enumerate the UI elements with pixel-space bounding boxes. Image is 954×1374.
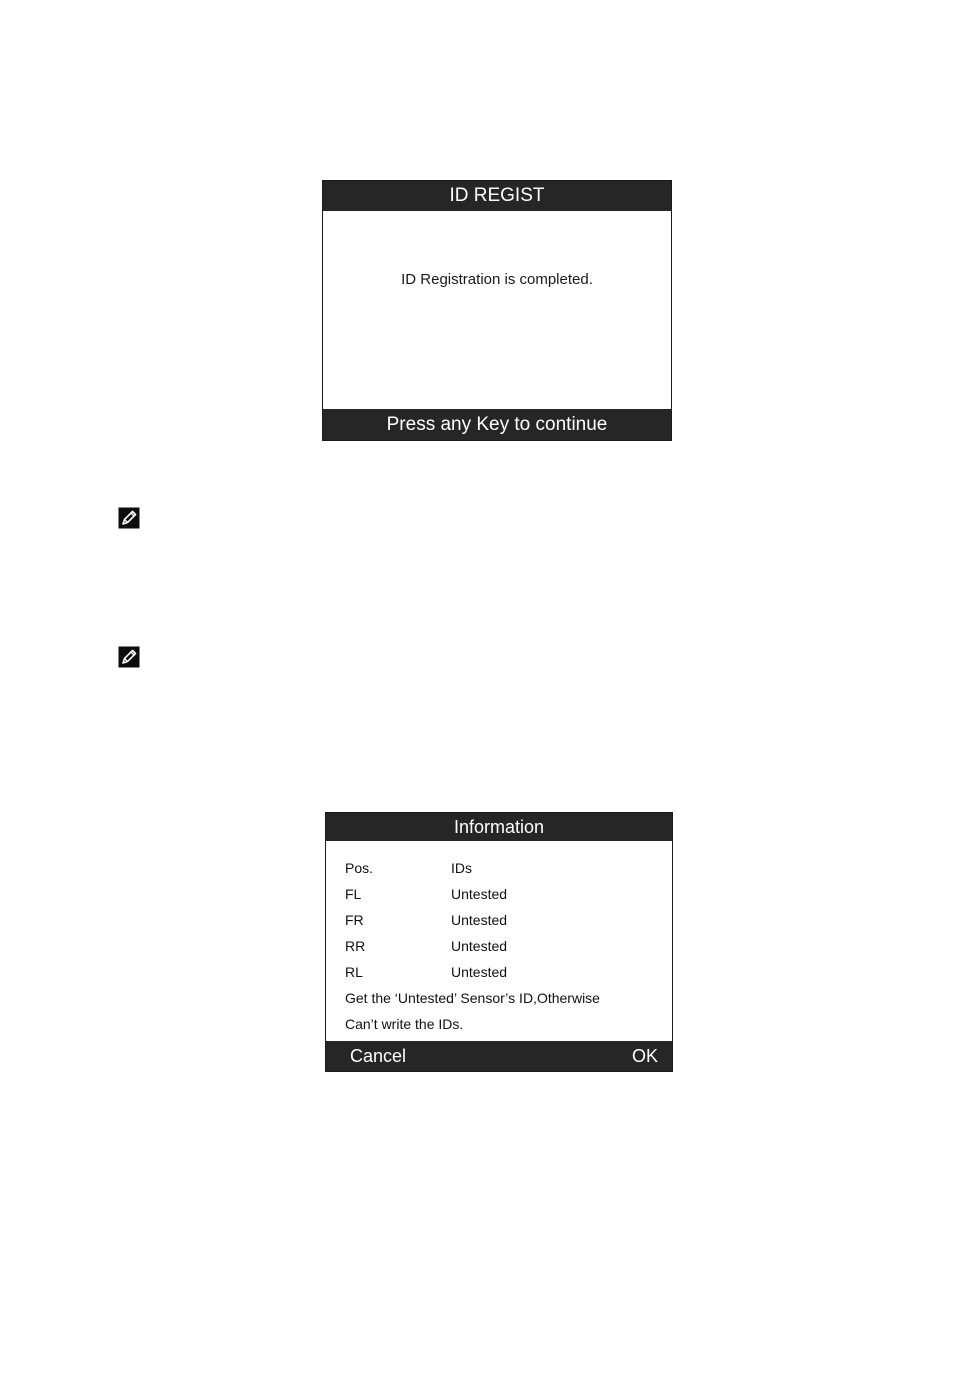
sensor-position: RR (345, 938, 366, 954)
pos-column-header: Pos. (345, 860, 374, 876)
information-footer (326, 1041, 672, 1071)
id-regist-screen (322, 180, 672, 441)
sensor-position: RL (345, 964, 363, 980)
warning-message-line-2: Can’t write the IDs. (345, 1016, 464, 1032)
note-pencil-icon (118, 507, 140, 529)
list-item (345, 959, 662, 985)
sensor-status: Untested (451, 886, 508, 902)
warning-message (345, 985, 664, 1037)
ids-column-header: IDs (451, 860, 472, 876)
id-regist-title: ID REGIST (323, 181, 671, 211)
id-regist-message: ID Registration is completed. (401, 271, 593, 288)
sensor-id-list (345, 855, 662, 985)
list-header (345, 855, 662, 881)
sensor-status: Untested (451, 912, 508, 928)
information-screen (325, 812, 673, 1072)
sensor-status: Untested (451, 964, 508, 980)
list-item (345, 933, 662, 959)
cancel-button[interactable]: Cancel (350, 1046, 407, 1066)
information-title: Information (326, 813, 672, 841)
sensor-status: Untested (451, 938, 508, 954)
press-any-key-prompt[interactable]: Press any Key to continue (323, 409, 671, 440)
note-pencil-icon (118, 646, 140, 668)
list-item (345, 907, 662, 933)
warning-message-line-1: Get the ‘Untested’ Sensor’s ID,Otherwise (345, 990, 600, 1006)
list-item (345, 881, 662, 907)
sensor-position: FR (345, 912, 364, 928)
ok-button[interactable]: OK (631, 1046, 658, 1066)
sensor-position: FL (345, 886, 362, 902)
